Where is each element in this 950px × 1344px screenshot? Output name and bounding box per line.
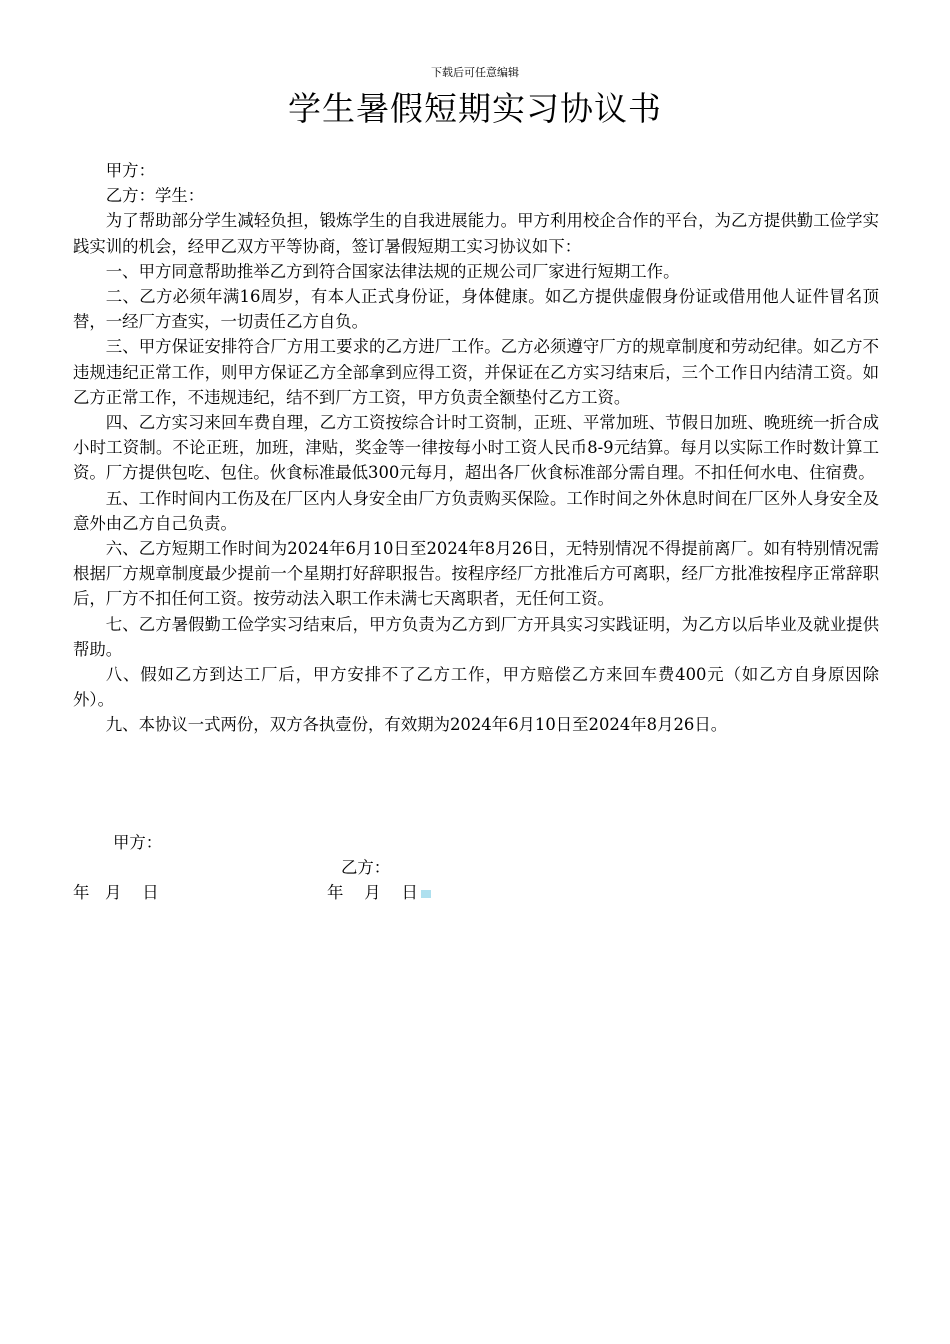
party-b-line: 乙方：学生： <box>105 186 205 206</box>
clause-8: 八、假如乙方到达工厂后，甲方安排不了乙方工作，甲方赔偿乙方来回车费400元（如乙方自身原因除外）。 <box>73 665 879 710</box>
clause-7: 七、乙方暑假勤工俭学实习结束后，甲方负责为乙方到厂方开具实习实践证明，为乙方以后毕业及就业提供帮助。 <box>73 614 879 659</box>
party-a-date: 年 月 日 <box>73 883 159 902</box>
document-title: 学生暑假短期实习协议书 <box>288 89 662 128</box>
header-note: 下载后可任意编辑 <box>431 66 519 79</box>
clause-1: 一、甲方同意帮助推举乙方到符合国家法律法规的正规公司厂家进行短期工作。 <box>105 261 680 281</box>
party-a-line: 甲方： <box>105 161 155 180</box>
text-cursor-highlight <box>421 890 431 898</box>
intro-paragraph: 为了帮助部分学生减轻负担，锻炼学生的自我进展能力。甲方利用校企合作的平台，为乙方提供勤工俭学实践实训的机会，经甲乙双方平等协商，签订暑假短期工实习协议如下： <box>73 211 879 256</box>
clause-9: 九、本协议一式两份，双方各执壹份，有效期为2024年6月10日至2024年8月26日。 <box>105 715 728 735</box>
clause-4: 四、乙方实习来回车费自理，乙方工资按综合计时工资制，正班、平常加班、节假日加班、晚班统一折合成小时工资制。不论正班，加班，津贴，奖金等一律按每小时工资人民币8-9元结算。每月以实际工作时数计算工资。厂方提供包吃、包住。伙食标准最低300元每月，超出各厂伙食标准部分需自理。不扣任何水电、住宿费。 <box>73 413 879 483</box>
party-b-date: 年 月 日 <box>327 883 418 902</box>
clause-2: 二、乙方必须年满16周岁，有本人正式身份证，身体健康。如乙方提供虚假身份证或借用他人证件冒名顶替，一经厂方查实，一切责任乙方自负。 <box>73 287 879 332</box>
party-b-signature-label: 乙方： <box>341 858 391 877</box>
clause-6: 六、乙方短期工作时间为2024年6月10日至2024年8月26日，无特别情况不得提前离厂。如有特别情况需根据厂方规章制度最少提前一个星期打好辞职报告。按程序经厂方批准后方可离职，经厂方批准按程序正常辞职后，厂方不扣任何工资。按劳动法入职工作未满七天离职者，无任何工资。 <box>73 539 879 609</box>
agreement-body <box>73 158 879 738</box>
party-a-signature-label: 甲方： <box>113 833 163 852</box>
clause-5: 五、工作时间内工伤及在厂区内人身安全由厂方负责购买保险。工作时间之外休息时间在厂区外人身安全及意外由乙方自己负责。 <box>73 488 879 533</box>
clause-3: 三、甲方保证安排符合厂方用工要求的乙方进厂工作。乙方必须遵守厂方的规章制度和劳动纪律。如乙方不违规违纪正常工作，则甲方保证乙方全部拿到应得工资，并保证在乙方实习结束后，三个工作日内结清工资。如乙方正常工作，不违规违纪，结不到厂方工资，甲方负责全额垫付乙方工资。 <box>73 337 879 407</box>
